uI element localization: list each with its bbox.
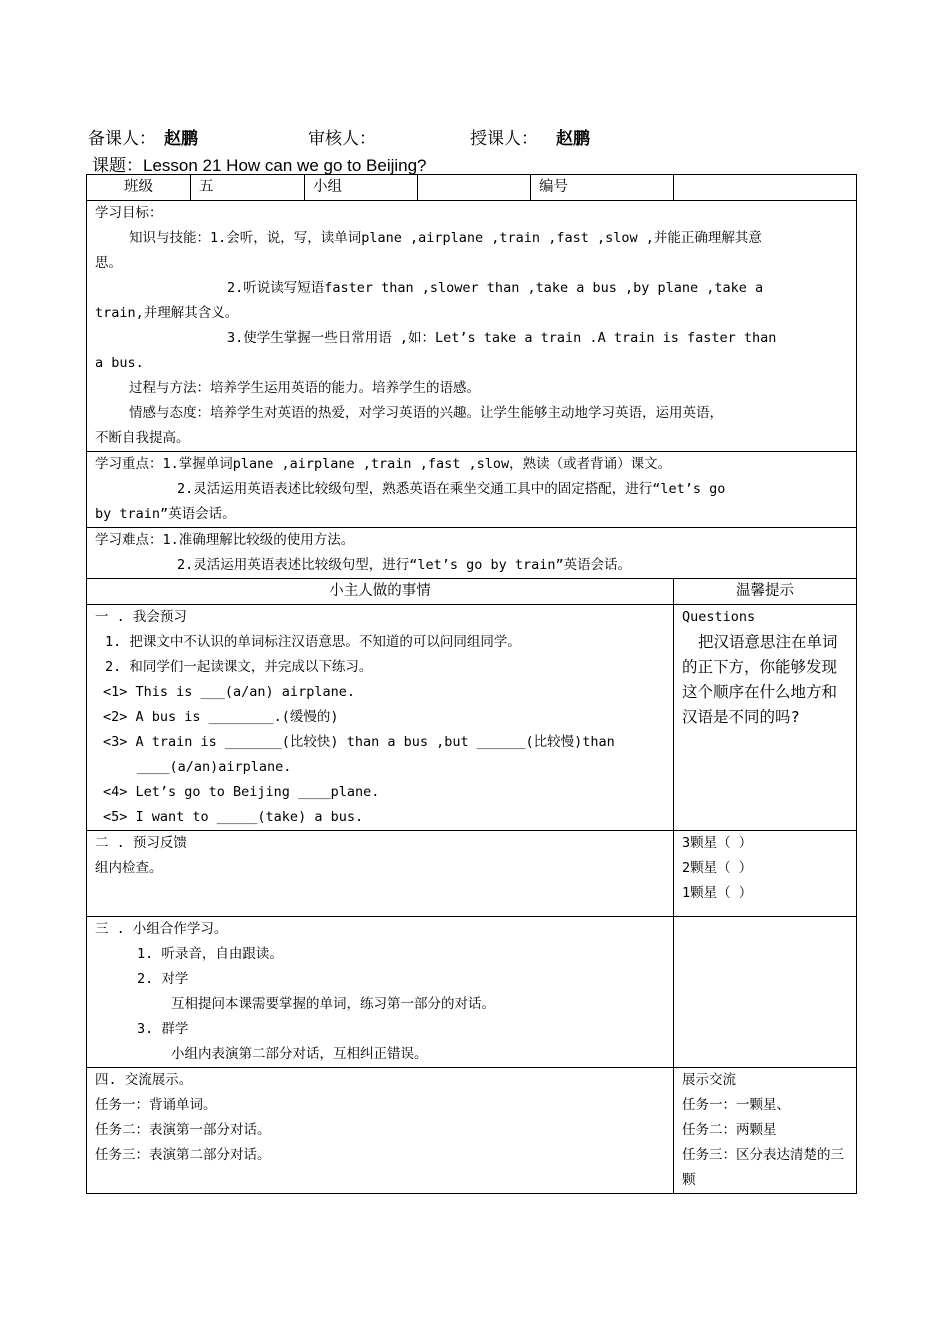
teacher-label: 授课人： [470,129,538,149]
star-1-rating: 1颗星（ ） [682,885,753,901]
lesson-topic: 课题：Lesson 21 How can we go to Beijing? [92,156,427,175]
section-3-content [87,917,674,1068]
difficulties-row [87,528,857,579]
document-header [88,124,868,150]
key-points [87,452,857,528]
section-2-body: 组内检查。 [95,860,163,876]
knowledge-line-3b: a bus. [95,355,144,371]
section-3-step-1: 1. 听录音，自由跟读。 [137,946,283,962]
number-label: 编号 [531,175,674,201]
section-1-tips [674,605,857,831]
difficulty-1: 学习难点：1.准确理解比较级的使用方法。 [95,532,355,548]
goals-row [87,201,857,452]
main-column-header: 小主人做的事情 [87,579,674,605]
tip-task-3: 任务三：区分表达清楚的三颗 [682,1147,844,1188]
info-row [87,175,857,201]
section-3-step-3: 3. 群学 [137,1021,189,1037]
section-4-task-1: 任务一：背诵单词。 [95,1097,217,1113]
knowledge-line-2a: 2.听说读写短语faster than ,slower than ,take a bus ,by plane ,take a [227,280,764,296]
exercise-2: <2> A bus is ________.(缓慢的) [103,709,339,725]
knowledge-line-3a: 3.使学生掌握一些日常用语 ,如：Let’s take a train .A train is faster than [227,330,777,346]
section-4-row [87,1068,857,1194]
group-value [418,175,531,201]
section-3-tips [674,917,857,1068]
section-4-content [87,1068,674,1194]
section-2-content [87,831,674,917]
exercise-4: <4> Let’s go to Beijing ____plane. [103,784,380,800]
section-1-item-2: 2. 和同学们一起读课文，并完成以下练习。 [105,659,373,675]
lesson-plan-table [86,174,857,1194]
difficulty-2: 2.灵活运用英语表述比较级句型，进行“let’s go by train”英语会话。 [177,557,632,573]
tips-column-header: 温馨提示 [674,579,857,605]
emotion-line-b: 不断自我提高。 [95,430,190,446]
section-3-step-2-body: 互相提问本课需要掌握的单词，练习第一部分的对话。 [171,996,495,1012]
star-2-rating: 2颗星（ ） [682,860,753,876]
exercise-1: <1> This is ___(a/an) airplane. [103,684,355,700]
key-points-row [87,452,857,528]
class-value: 五 [191,175,305,201]
section-3-step-2: 2. 对学 [137,971,189,987]
knowledge-line-1b: 思。 [95,255,122,271]
section-4-title: 四. 交流展示。 [95,1072,193,1088]
section-2-tips [674,831,857,917]
tip-task-1: 任务一：一颗星、 [682,1097,790,1113]
section-2-row [87,831,857,917]
tip-questions-body: 把汉语意思注在单词的正下方，你能够发现这个顺序在什么地方和汉语是不同的吗? [682,633,838,726]
column-header-row [87,579,857,605]
exercise-5: <5> I want to _____(take) a bus. [103,809,364,825]
teacher-name: 赵鹏 [556,129,590,149]
section-4-task-2: 任务二：表演第一部分对话。 [95,1122,271,1138]
exercise-3a: <3> A train is _______(比较快) than a bus ,but ______(比较慢)than [103,734,615,750]
class-label: 班级 [87,175,191,201]
tip-task-2: 任务二：两颗星 [682,1122,777,1138]
difficulties [87,528,857,579]
section-2-title: 二 . 预习反馈 [95,835,187,851]
goals-title: 学习目标： [95,205,163,221]
section-3-step-3-body: 小组内表演第二部分对话，互相纠正错误。 [171,1046,428,1062]
process-line: 过程与方法：培养学生运用英语的能力。培养学生的语感。 [129,380,480,396]
emotion-line-a: 情感与态度：培养学生对英语的热爱，对学习英语的兴趣。让学生能够主动地学习英语，运用英语， [129,405,723,421]
tip-show-title: 展示交流 [682,1072,736,1088]
section-1-row [87,605,857,831]
section-1-content [87,605,674,831]
preparer-label: 备课人： [88,129,156,149]
reviewer-label: 审核人： [308,129,376,149]
preparer-name: 赵鹏 [164,129,198,149]
learning-goals [87,201,857,452]
knowledge-line-1a: 知识与技能：1.会听，说，写，读单词plane ,airplane ,train ,fast ,slow ,并能正确理解其意 [129,230,762,246]
group-label: 小组 [305,175,418,201]
section-4-task-3: 任务三：表演第二部分对话。 [95,1147,271,1163]
number-value [674,175,857,201]
section-3-title: 三 . 小组合作学习。 [95,921,228,937]
tip-questions-title: Questions [682,609,756,625]
key-point-2a: 2.灵活运用英语表述比较级句型，熟悉英语在乘坐交通工具中的固定搭配，进行“let’s go [177,481,726,497]
star-3-rating: 3颗星（ ） [682,835,753,851]
key-point-2b: by train”英语会话。 [95,506,236,522]
section-3-row [87,917,857,1068]
knowledge-line-2b: train,并理解其含义。 [95,305,239,321]
section-1-item-1: 1. 把课文中不认识的单词标注汉语意思。不知道的可以问同组同学。 [105,634,521,650]
section-1-title: 一 . 我会预习 [95,609,187,625]
key-point-1: 学习重点：1.掌握单词plane ,airplane ,train ,fast ,slow，熟读（或者背诵）课文。 [95,456,672,472]
exercise-3b: ____(a/an)airplane. [137,759,292,775]
section-4-tips [674,1068,857,1194]
